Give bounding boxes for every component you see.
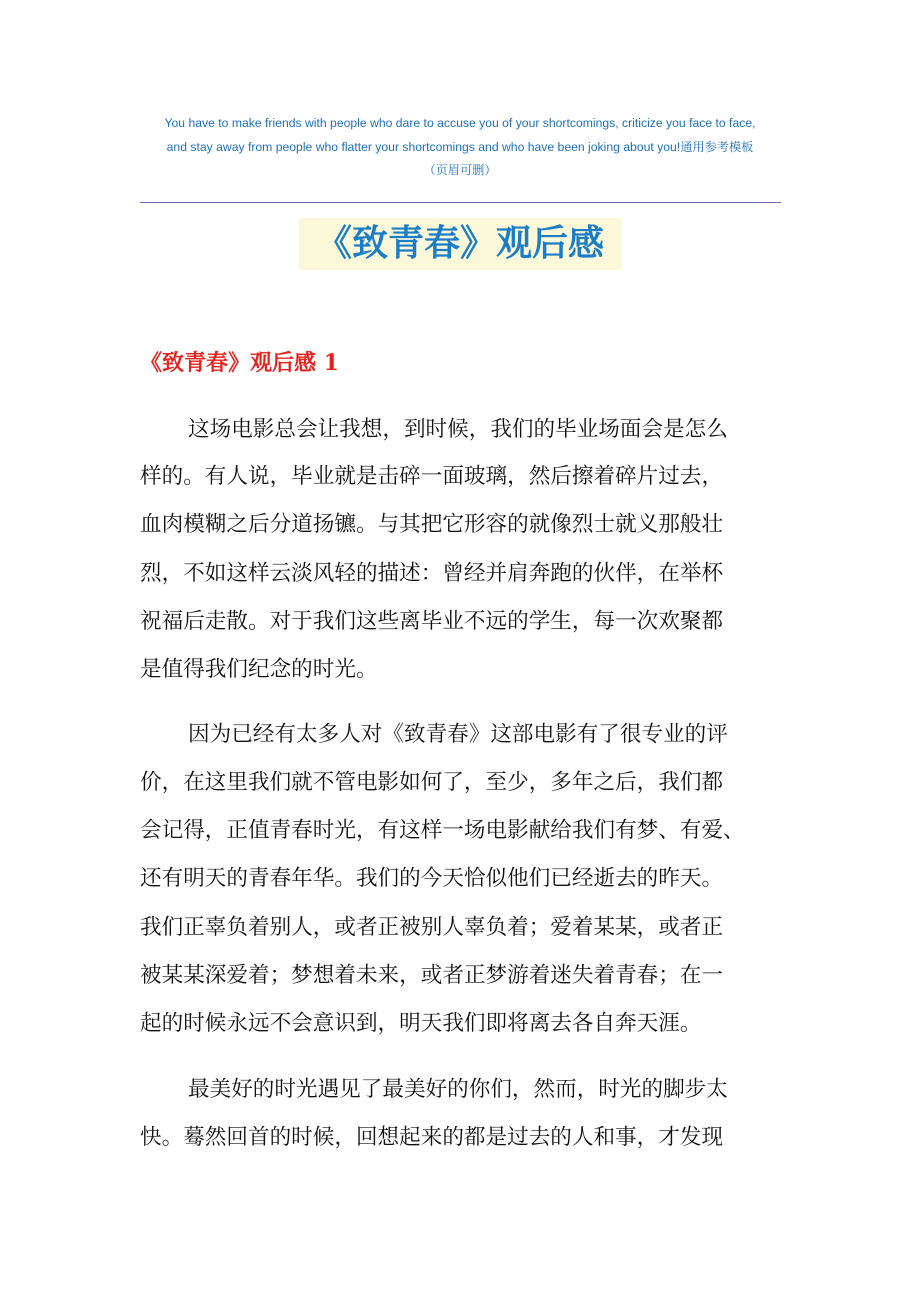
body-line: 会记得，正值青春时光，有这样一场电影献给我们有梦、有爱、 — [140, 818, 745, 843]
header-line-3: （页眉可删） — [423, 163, 497, 177]
page-header — [140, 112, 780, 183]
body-line: 我们正辜负着别人，或者正被别人辜负着；爱着某某，或者正 — [140, 915, 724, 940]
header-line-2: and stay away from people who flatter your shortcomings and who have been joking about you!通用参考模板 — [166, 139, 754, 154]
body-line: 快。蓦然回首的时候，回想起来的都是过去的人和事，才发现 — [140, 1125, 724, 1150]
title-highlight — [299, 218, 621, 270]
body-line: 因为已经有太多人对《致青春》这部电影有了很专业的评 — [188, 722, 728, 747]
body-line: 血肉模糊之后分道扬镳。与其把它形容的就像烈士就义那般壮 — [140, 512, 724, 537]
body-line: 起的时候永远不会意识到，明天我们即将离去各自奔天涯。 — [140, 1011, 702, 1036]
body-line: 被某某深爱着；梦想着未来，或者正梦游着迷失着青春；在一 — [140, 963, 724, 988]
body-line: 祝福后走散。对于我们这些离毕业不远的学生，每一次欢聚都 — [140, 609, 724, 634]
document-title: 《致青春》观后感 — [315, 223, 604, 264]
body-line: 最美好的时光遇见了最美好的你们，然而，时光的脚步太 — [188, 1077, 728, 1102]
body-line: 样的。有人说，毕业就是击碎一面玻璃，然后擦着碎片过去， — [140, 464, 724, 489]
header-divider — [140, 202, 781, 203]
body-line: 是值得我们纪念的时光。 — [140, 657, 378, 682]
body-line: 这场电影总会让我想，到时候，我们的毕业场面会是怎么 — [188, 417, 728, 442]
body-line: 烈，不如这样云淡风轻的描述：曾经并肩奔跑的伙伴，在举杯 — [140, 561, 724, 586]
body-line: 价，在这里我们就不管电影如何了，至少，多年之后，我们都 — [140, 770, 724, 795]
header-line-1: You have to make friends with people who dare to accuse you of your shortcomings, criticize you face to face, — [164, 116, 756, 130]
section-heading: 《致青春》观后感 1 — [140, 350, 339, 376]
body-line: 还有明天的青春年华。我们的今天恰似他们已经逝去的昨天。 — [140, 866, 724, 891]
